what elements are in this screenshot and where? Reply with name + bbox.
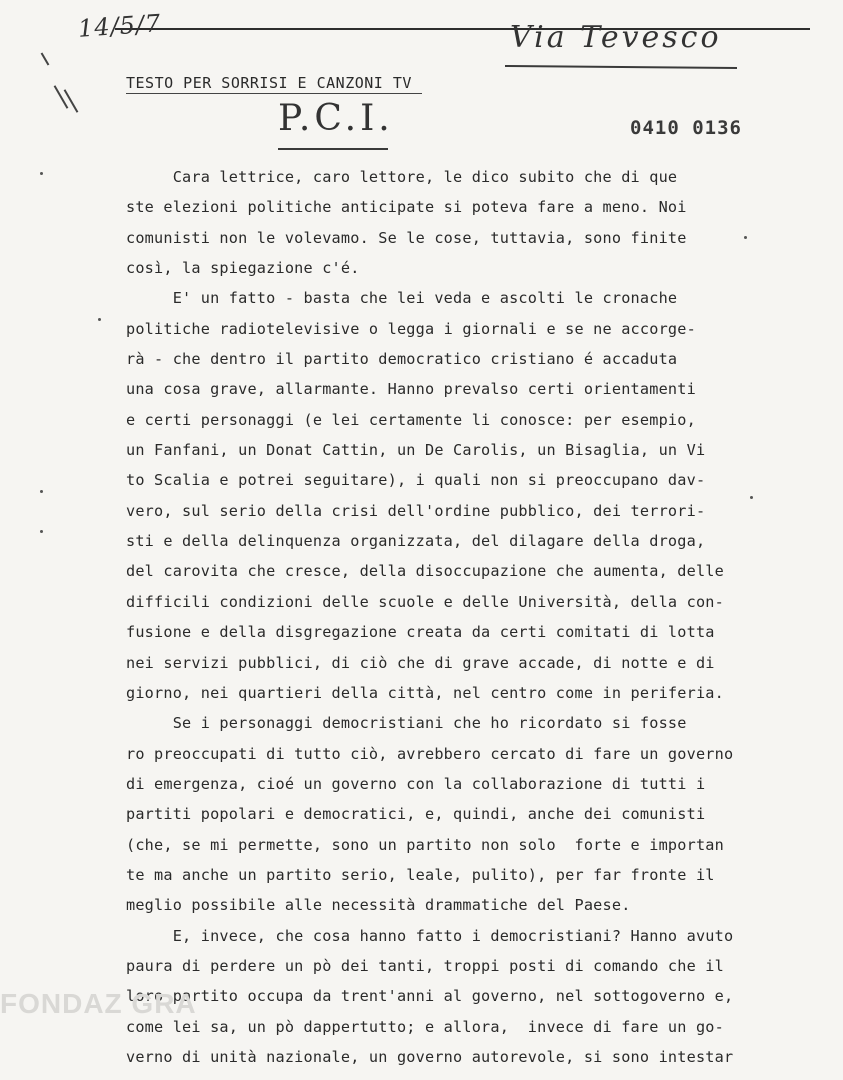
body-line: ro preoccupati di tutto ciò, avrebbero cercato di fare un governo bbox=[126, 744, 734, 763]
body-line: difficili condizioni delle scuole e delle Università, della con- bbox=[126, 592, 724, 611]
body-line: comunisti non le volevamo. Se le cose, tuttavia, sono finite bbox=[126, 228, 687, 247]
body-line: te ma anche un partito serio, leale, pulito), per far fronte il bbox=[126, 865, 715, 884]
margin-mark bbox=[41, 52, 50, 65]
body-line: un Fanfani, un Donat Cattin, un De Carolis, un Bisaglia, un Vi bbox=[126, 441, 706, 460]
margin-speck bbox=[98, 318, 101, 321]
body-line: paura di perdere un pò dei tanti, troppi posti di comando che il bbox=[126, 956, 724, 975]
body-line: verno di unità nazionale, un governo autorevole, si sono intestar bbox=[126, 1047, 734, 1066]
body-line: fusione e della disgregazione creata da certi comitati di lotta bbox=[126, 623, 715, 642]
handwritten-source: Via Tevesco bbox=[510, 20, 722, 55]
body-line: E' un fatto - basta che lei veda e ascolti le cronache bbox=[126, 289, 678, 308]
body-line: una cosa grave, allarmante. Hanno prevalso certi orientamenti bbox=[126, 380, 696, 399]
body-line: giorno, nei quartieri della città, nel centro come in periferia. bbox=[126, 683, 724, 702]
body-line: vero, sul serio della crisi dell'ordine pubblico, dei terrori- bbox=[126, 501, 706, 520]
margin-speck bbox=[750, 496, 753, 499]
body-line: E, invece, che cosa hanno fatto i democristiani? Hanno avuto bbox=[126, 926, 734, 945]
body-line: Se i personaggi democristiani che ho ricordato si fosse bbox=[126, 714, 687, 733]
margin-speck bbox=[40, 490, 43, 493]
body-line: come lei sa, un pò dappertutto; e allora, invece di fare un go- bbox=[126, 1017, 724, 1036]
body-line: loro partito occupa da trent'anni al governo, nel sottogoverno e, bbox=[126, 987, 734, 1006]
margin-speck bbox=[40, 172, 43, 175]
source-underline bbox=[505, 65, 737, 69]
document-heading: TESTO PER SORRISI E CANZONI TV bbox=[126, 74, 412, 92]
handwritten-date: 14/5/7 bbox=[77, 9, 163, 43]
party-underline bbox=[278, 148, 388, 150]
body-line: di emergenza, cioé un governo con la collaborazione di tutti i bbox=[126, 774, 706, 793]
body-line: (che, se mi permette, sono un partito non solo forte e importan bbox=[126, 835, 724, 854]
margin-speck bbox=[40, 530, 43, 533]
body-line: e certi personaggi (e lei certamente li conosce: per esempio, bbox=[126, 410, 696, 429]
body-line: rà - che dentro il partito democratico cristiano é accaduta bbox=[126, 350, 678, 369]
heading-underline bbox=[126, 93, 422, 94]
margin-speck bbox=[744, 236, 747, 239]
body-line: ste elezioni politiche anticipate si poteva fare a meno. Noi bbox=[126, 198, 687, 217]
body-line: Cara lettrice, caro lettore, le dico subito che di que bbox=[126, 168, 678, 186]
body-text bbox=[126, 162, 786, 1072]
body-line: sti e della delinquenza organizzata, del dilagare della droga, bbox=[126, 532, 706, 551]
body-line: politiche radiotelevisive o legga i giornali e se ne accorge- bbox=[126, 319, 696, 338]
handwritten-party: P.C.I. bbox=[278, 98, 394, 139]
body-line: partiti popolari e democratici, e, quindi, anche dei comunisti bbox=[126, 805, 706, 824]
body-line: così, la spiegazione c'é. bbox=[126, 259, 360, 278]
body-line: meglio possibile alle necessità drammatiche del Paese. bbox=[126, 896, 631, 915]
archive-stamp-number: 0410 0136 bbox=[630, 117, 742, 139]
body-line: to Scalia e potrei seguitare), i quali non si preoccupano dav- bbox=[126, 471, 706, 490]
margin-mark bbox=[54, 85, 69, 109]
body-line: del carovita che cresce, della disoccupazione che aumenta, delle bbox=[126, 562, 724, 581]
watermark-text: FONDAZ GRA bbox=[0, 988, 197, 1019]
body-line: nei servizi pubblici, di ciò che di grave accade, di notte e di bbox=[126, 653, 715, 672]
margin-mark bbox=[64, 89, 79, 113]
